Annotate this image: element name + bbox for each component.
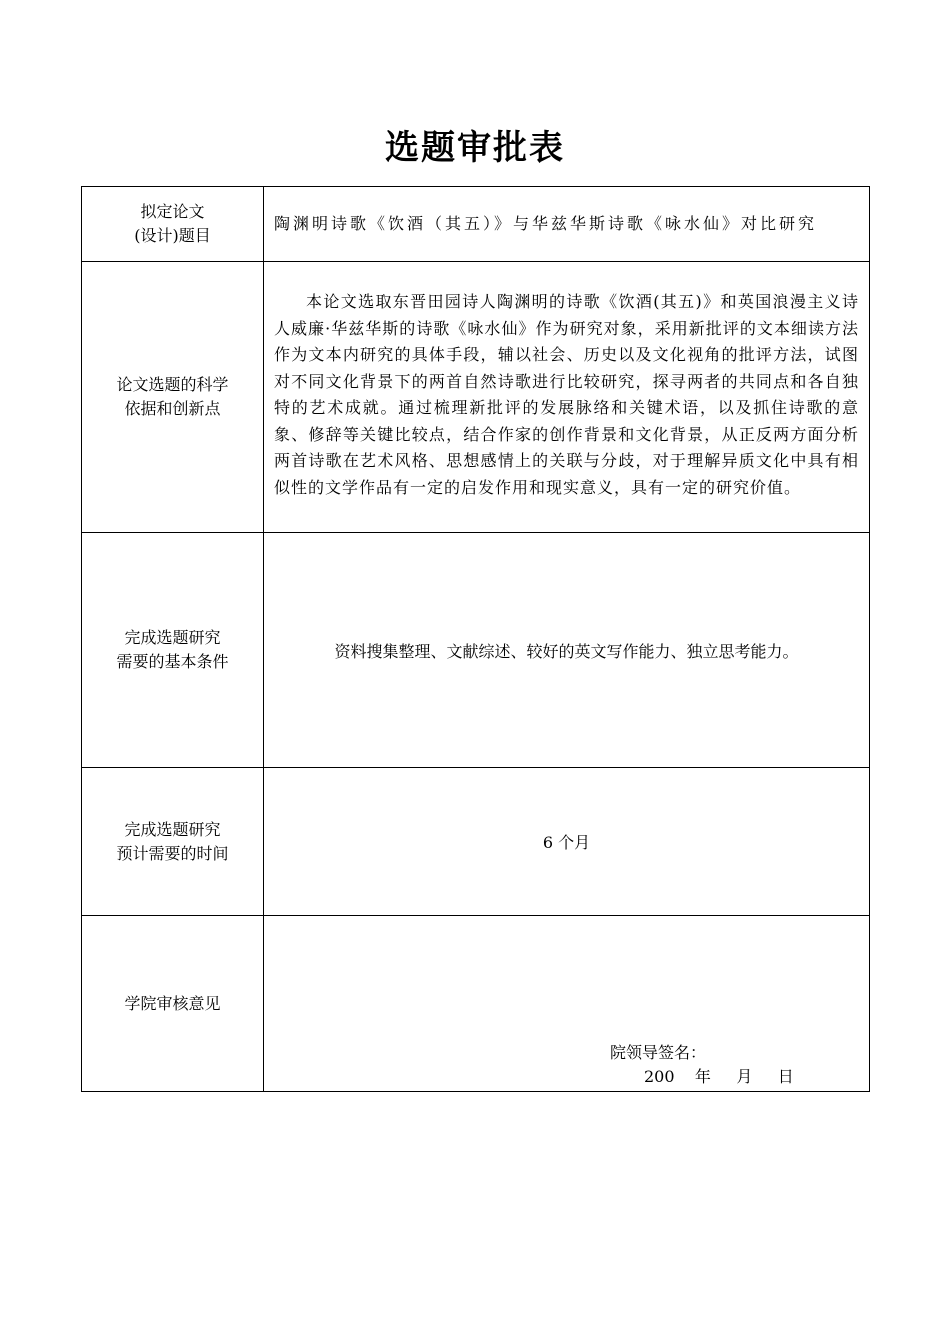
conditions-cell <box>264 533 870 768</box>
label-topic-line-1: 拟定论文 <box>140 202 205 221</box>
topic-cell <box>264 187 870 262</box>
label-time <box>82 768 264 916</box>
basis-paragraph: 本论文选取东晋田园诗人陶渊明的诗歌《饮酒(其五)》和英国浪漫主义诗人威廉·华兹华斯的诗歌《咏水仙》作为研究对象，采用新批评的文本细读方法作为文本内研究的具体手段，辅以社会、历史以及文化视角的批评方法，试图对不同文化背景下的两首自然诗歌进行比较研究，探寻两者的共同点和各自独特的艺术成就。通过梳理新批评的发展脉络和关键术语，以及抓住诗歌的意象、修辞等关键比较点，结合作家的创作背景和文化背景，从正反两方面分析两首诗歌在艺术风格、思想感情上的关联与分歧，对于理解异质文化中具有相似性的文学作品有一定的启发作用和现实意义，具有一定的研究价值。 <box>274 292 859 497</box>
label-topic-line-2: (设计)题目 <box>134 226 211 245</box>
date-line: 200 年 月 日 <box>644 1067 794 1086</box>
label-conditions-line-2: 需要的基本条件 <box>116 652 229 671</box>
label-time-line-1: 完成选题研究 <box>124 819 221 839</box>
table-row-conditions <box>82 533 870 768</box>
label-topic <box>82 187 264 262</box>
label-basis-line-1: 论文选题的科学 <box>116 375 229 394</box>
time-text: 6 个月 <box>542 833 591 852</box>
label-opinion-line-1: 学院审核意见 <box>124 993 221 1013</box>
table-row-topic <box>82 187 870 262</box>
label-conditions-line-1: 完成选题研究 <box>124 628 221 647</box>
signature-label: 院领导签名： <box>610 1043 707 1062</box>
approval-table <box>81 186 870 1092</box>
table-row-basis <box>82 262 870 533</box>
label-basis-line-2: 依据和创新点 <box>124 399 221 418</box>
time-cell <box>264 768 870 916</box>
label-conditions <box>82 533 264 768</box>
thesis-topic: 陶渊明诗歌《饮酒（其五）》与华兹华斯诗歌《咏水仙》对比研究 <box>274 214 818 233</box>
label-opinion <box>82 916 264 1092</box>
label-time-line-2: 预计需要的时间 <box>116 843 229 863</box>
label-basis <box>82 262 264 533</box>
form-title: 选题审批表 <box>385 128 565 168</box>
basis-cell <box>264 262 870 533</box>
opinion-cell <box>264 916 870 1092</box>
table-row-opinion <box>82 916 870 1092</box>
conditions-text: 资料搜集整理、文献综述、较好的英文写作能力、独立思考能力。 <box>334 641 799 661</box>
table-row-time <box>82 768 870 916</box>
